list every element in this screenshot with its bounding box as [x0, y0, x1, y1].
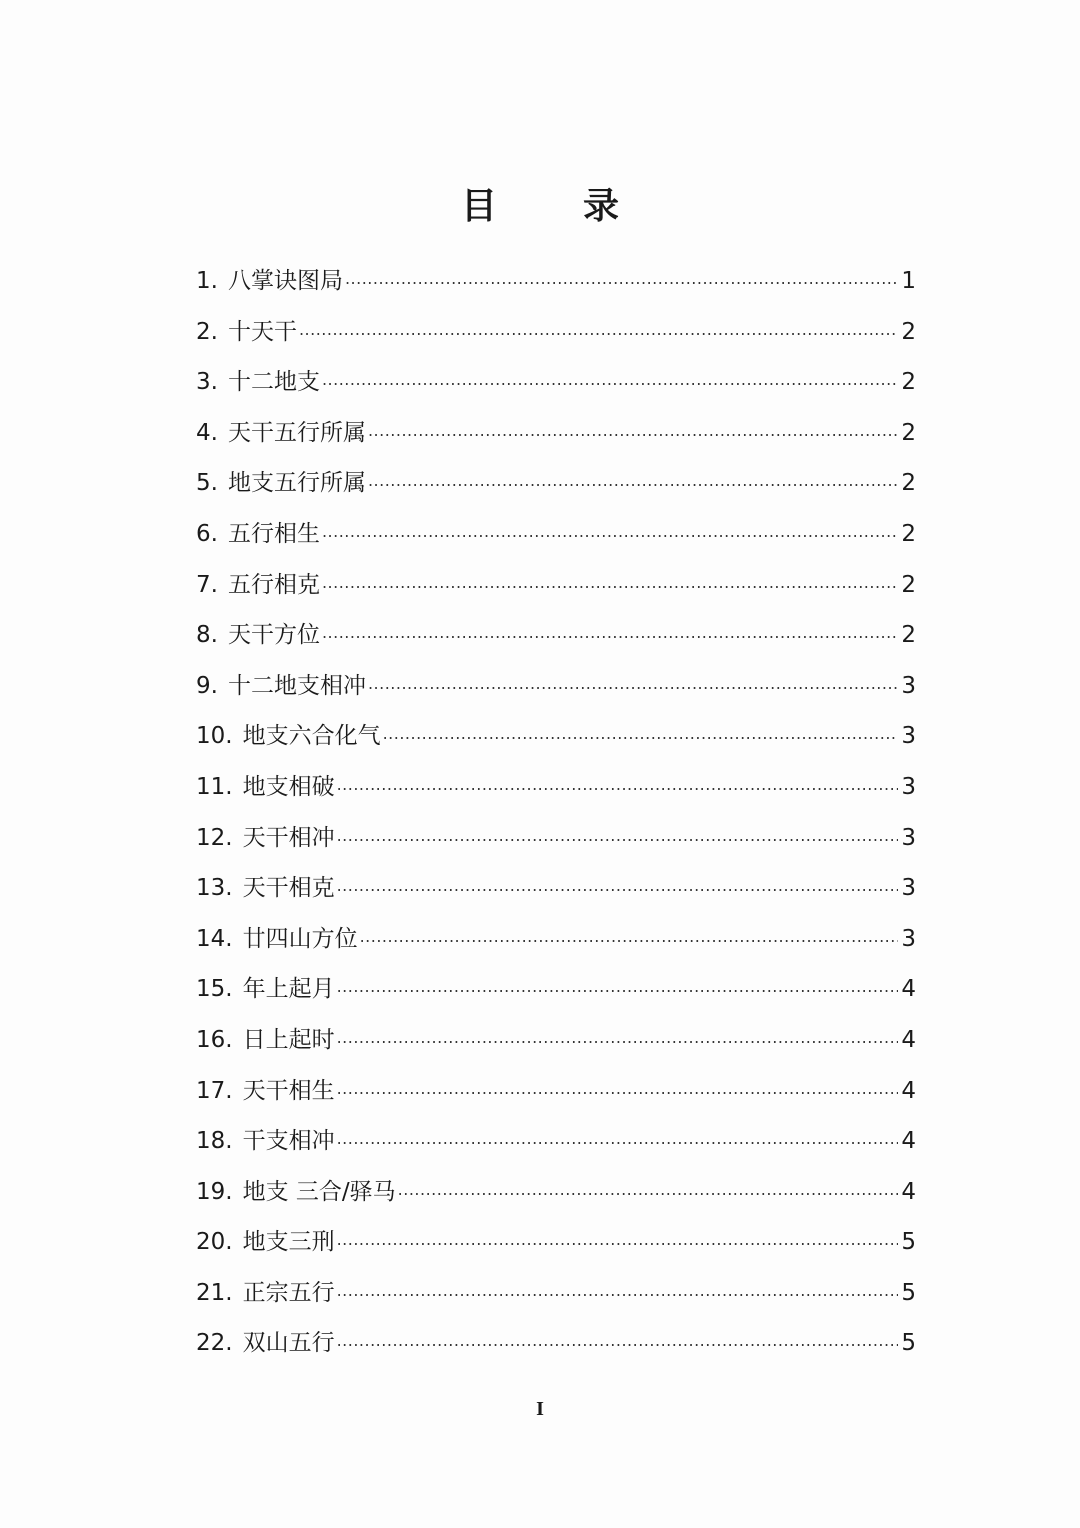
toc-entry-title: 干支相冲 — [242, 1128, 335, 1155]
toc-entry-page: 4 — [901, 1178, 916, 1205]
toc-entry-page: 3 — [901, 824, 916, 851]
toc-entry-number: 5. — [196, 470, 218, 497]
toc-entry[interactable] — [196, 363, 916, 414]
toc-entry-title: 五行相克 — [227, 571, 320, 598]
toc-entry-title: 天干方位 — [227, 622, 320, 649]
toc-entry-number: 18. — [196, 1128, 233, 1155]
toc-entry-number: 3. — [196, 369, 218, 396]
toc-dot-leader — [322, 618, 898, 642]
toc-entry-title: 十二地支 — [227, 369, 320, 396]
toc-entry-title: 地支三刑 — [242, 1229, 335, 1256]
toc-entry[interactable] — [196, 1021, 916, 1072]
toc-entry-page: 5 — [901, 1330, 916, 1357]
toc-entry-number: 22. — [196, 1330, 233, 1357]
toc-entry-page: 3 — [901, 773, 916, 800]
page-title — [0, 178, 1080, 229]
toc-entry-title: 八掌诀图局 — [227, 268, 343, 294]
toc-entry-page: 2 — [901, 571, 916, 598]
toc-dot-leader — [337, 1023, 898, 1047]
toc-entry-page: 3 — [901, 875, 916, 902]
toc-entry[interactable] — [196, 920, 916, 971]
toc-entry-number: 19. — [196, 1178, 233, 1205]
toc-dot-leader — [337, 821, 898, 845]
toc-entry-title: 地支五行所属 — [227, 470, 366, 497]
page-number: I — [536, 1398, 544, 1420]
toc-entry-title: 天干五行所属 — [227, 419, 366, 446]
toc-entry[interactable] — [196, 717, 916, 768]
toc-entry-number: 16. — [196, 1026, 233, 1053]
toc-entry-page: 2 — [901, 369, 916, 396]
toc-entry[interactable] — [196, 414, 916, 465]
toc-entry-number: 8. — [196, 622, 218, 649]
toc-dot-leader — [368, 466, 898, 490]
toc-dot-leader — [337, 972, 898, 996]
toc-entry[interactable] — [196, 970, 916, 1021]
toc-entry[interactable] — [196, 869, 916, 920]
toc-dot-leader — [337, 1124, 898, 1148]
toc-entry[interactable] — [196, 464, 916, 515]
toc-entry-title: 正宗五行 — [242, 1279, 335, 1306]
toc-entry[interactable] — [196, 515, 916, 566]
toc-entry-page: 3 — [901, 672, 916, 699]
toc-entry-page: 2 — [901, 622, 916, 649]
toc-entry-title: 十二地支相冲 — [227, 672, 366, 699]
toc-dot-leader — [322, 365, 898, 389]
toc-entry-page: 4 — [901, 1077, 916, 1104]
toc-entry-number: 11. — [196, 773, 233, 800]
toc-entry-number: 1. — [196, 268, 218, 294]
toc-entry-page: 2 — [901, 470, 916, 497]
toc-entry[interactable] — [196, 667, 916, 718]
toc-dot-leader — [322, 568, 898, 592]
toc-entry-page: 5 — [901, 1229, 916, 1256]
toc-dot-leader — [368, 669, 898, 693]
toc-dot-leader — [337, 1326, 898, 1350]
toc-dot-leader — [398, 1175, 898, 1199]
toc-entry-title: 地支六合化气 — [242, 723, 381, 750]
title-char-1: 目 — [460, 186, 497, 227]
toc-entry-title: 日上起时 — [242, 1026, 335, 1053]
toc-entry[interactable] — [196, 1173, 916, 1224]
toc-entry-page: 3 — [901, 723, 916, 750]
toc-entry[interactable] — [196, 616, 916, 667]
toc-entry-page: 5 — [901, 1279, 916, 1306]
toc-entry-page: 4 — [901, 1128, 916, 1155]
toc-entry-number: 21. — [196, 1279, 233, 1306]
toc-entry-number: 14. — [196, 925, 233, 952]
toc-entry[interactable] — [196, 1274, 916, 1325]
toc-entry[interactable] — [196, 566, 916, 617]
toc-entry-number: 7. — [196, 571, 218, 598]
toc-entry-page: 4 — [901, 976, 916, 1003]
toc-entry-page: 4 — [901, 1026, 916, 1053]
toc-entry-number: 10. — [196, 723, 233, 750]
toc-entry-page: 1 — [901, 268, 916, 294]
toc-entry-page: 2 — [901, 419, 916, 446]
toc-entry-number: 15. — [196, 976, 233, 1003]
toc-dot-leader — [337, 1276, 898, 1300]
toc-dot-leader — [337, 770, 898, 794]
toc-dot-leader — [337, 1225, 898, 1249]
toc-entry[interactable] — [196, 1324, 916, 1375]
toc-entry[interactable] — [196, 819, 916, 870]
toc-entry[interactable] — [196, 262, 916, 313]
toc-entry-title: 天干相生 — [242, 1077, 335, 1104]
toc-entry-title: 天干相克 — [242, 875, 335, 902]
toc-entry-number: 12. — [196, 824, 233, 851]
table-of-contents — [196, 262, 916, 1375]
toc-entry[interactable] — [196, 768, 916, 819]
toc-entry-page: 2 — [901, 520, 916, 547]
toc-dot-leader — [345, 264, 898, 288]
toc-entry[interactable] — [196, 1122, 916, 1173]
toc-entry-number: 17. — [196, 1077, 233, 1104]
toc-entry-number: 6. — [196, 520, 218, 547]
toc-entry-number: 20. — [196, 1229, 233, 1256]
toc-entry-title: 廿四山方位 — [242, 925, 358, 952]
toc-dot-leader — [383, 719, 898, 743]
toc-dot-leader — [337, 871, 898, 895]
toc-entry[interactable] — [196, 1072, 916, 1123]
toc-entry-title: 地支相破 — [242, 773, 335, 800]
toc-entry-page: 3 — [901, 925, 916, 952]
toc-entry-title: 地支 三合/驿马 — [242, 1178, 396, 1205]
toc-dot-leader — [368, 416, 898, 440]
toc-dot-leader — [360, 922, 898, 946]
toc-entry-page: 2 — [901, 318, 916, 345]
toc-entry-title: 天干相冲 — [242, 824, 335, 851]
toc-dot-leader — [299, 315, 898, 339]
toc-entry-number: 13. — [196, 875, 233, 902]
toc-entry-title: 双山五行 — [242, 1330, 335, 1357]
toc-dot-leader — [322, 517, 898, 541]
title-char-2: 录 — [583, 186, 620, 227]
toc-entry-number: 4. — [196, 419, 218, 446]
toc-entry-title: 十天干 — [227, 318, 297, 345]
toc-entry[interactable] — [196, 1223, 916, 1274]
toc-entry-number: 9. — [196, 672, 218, 699]
toc-entry-title: 年上起月 — [242, 976, 335, 1003]
toc-entry[interactable] — [196, 313, 916, 364]
toc-entry-title: 五行相生 — [227, 520, 320, 547]
toc-entry-number: 2. — [196, 318, 218, 345]
toc-dot-leader — [337, 1074, 898, 1098]
